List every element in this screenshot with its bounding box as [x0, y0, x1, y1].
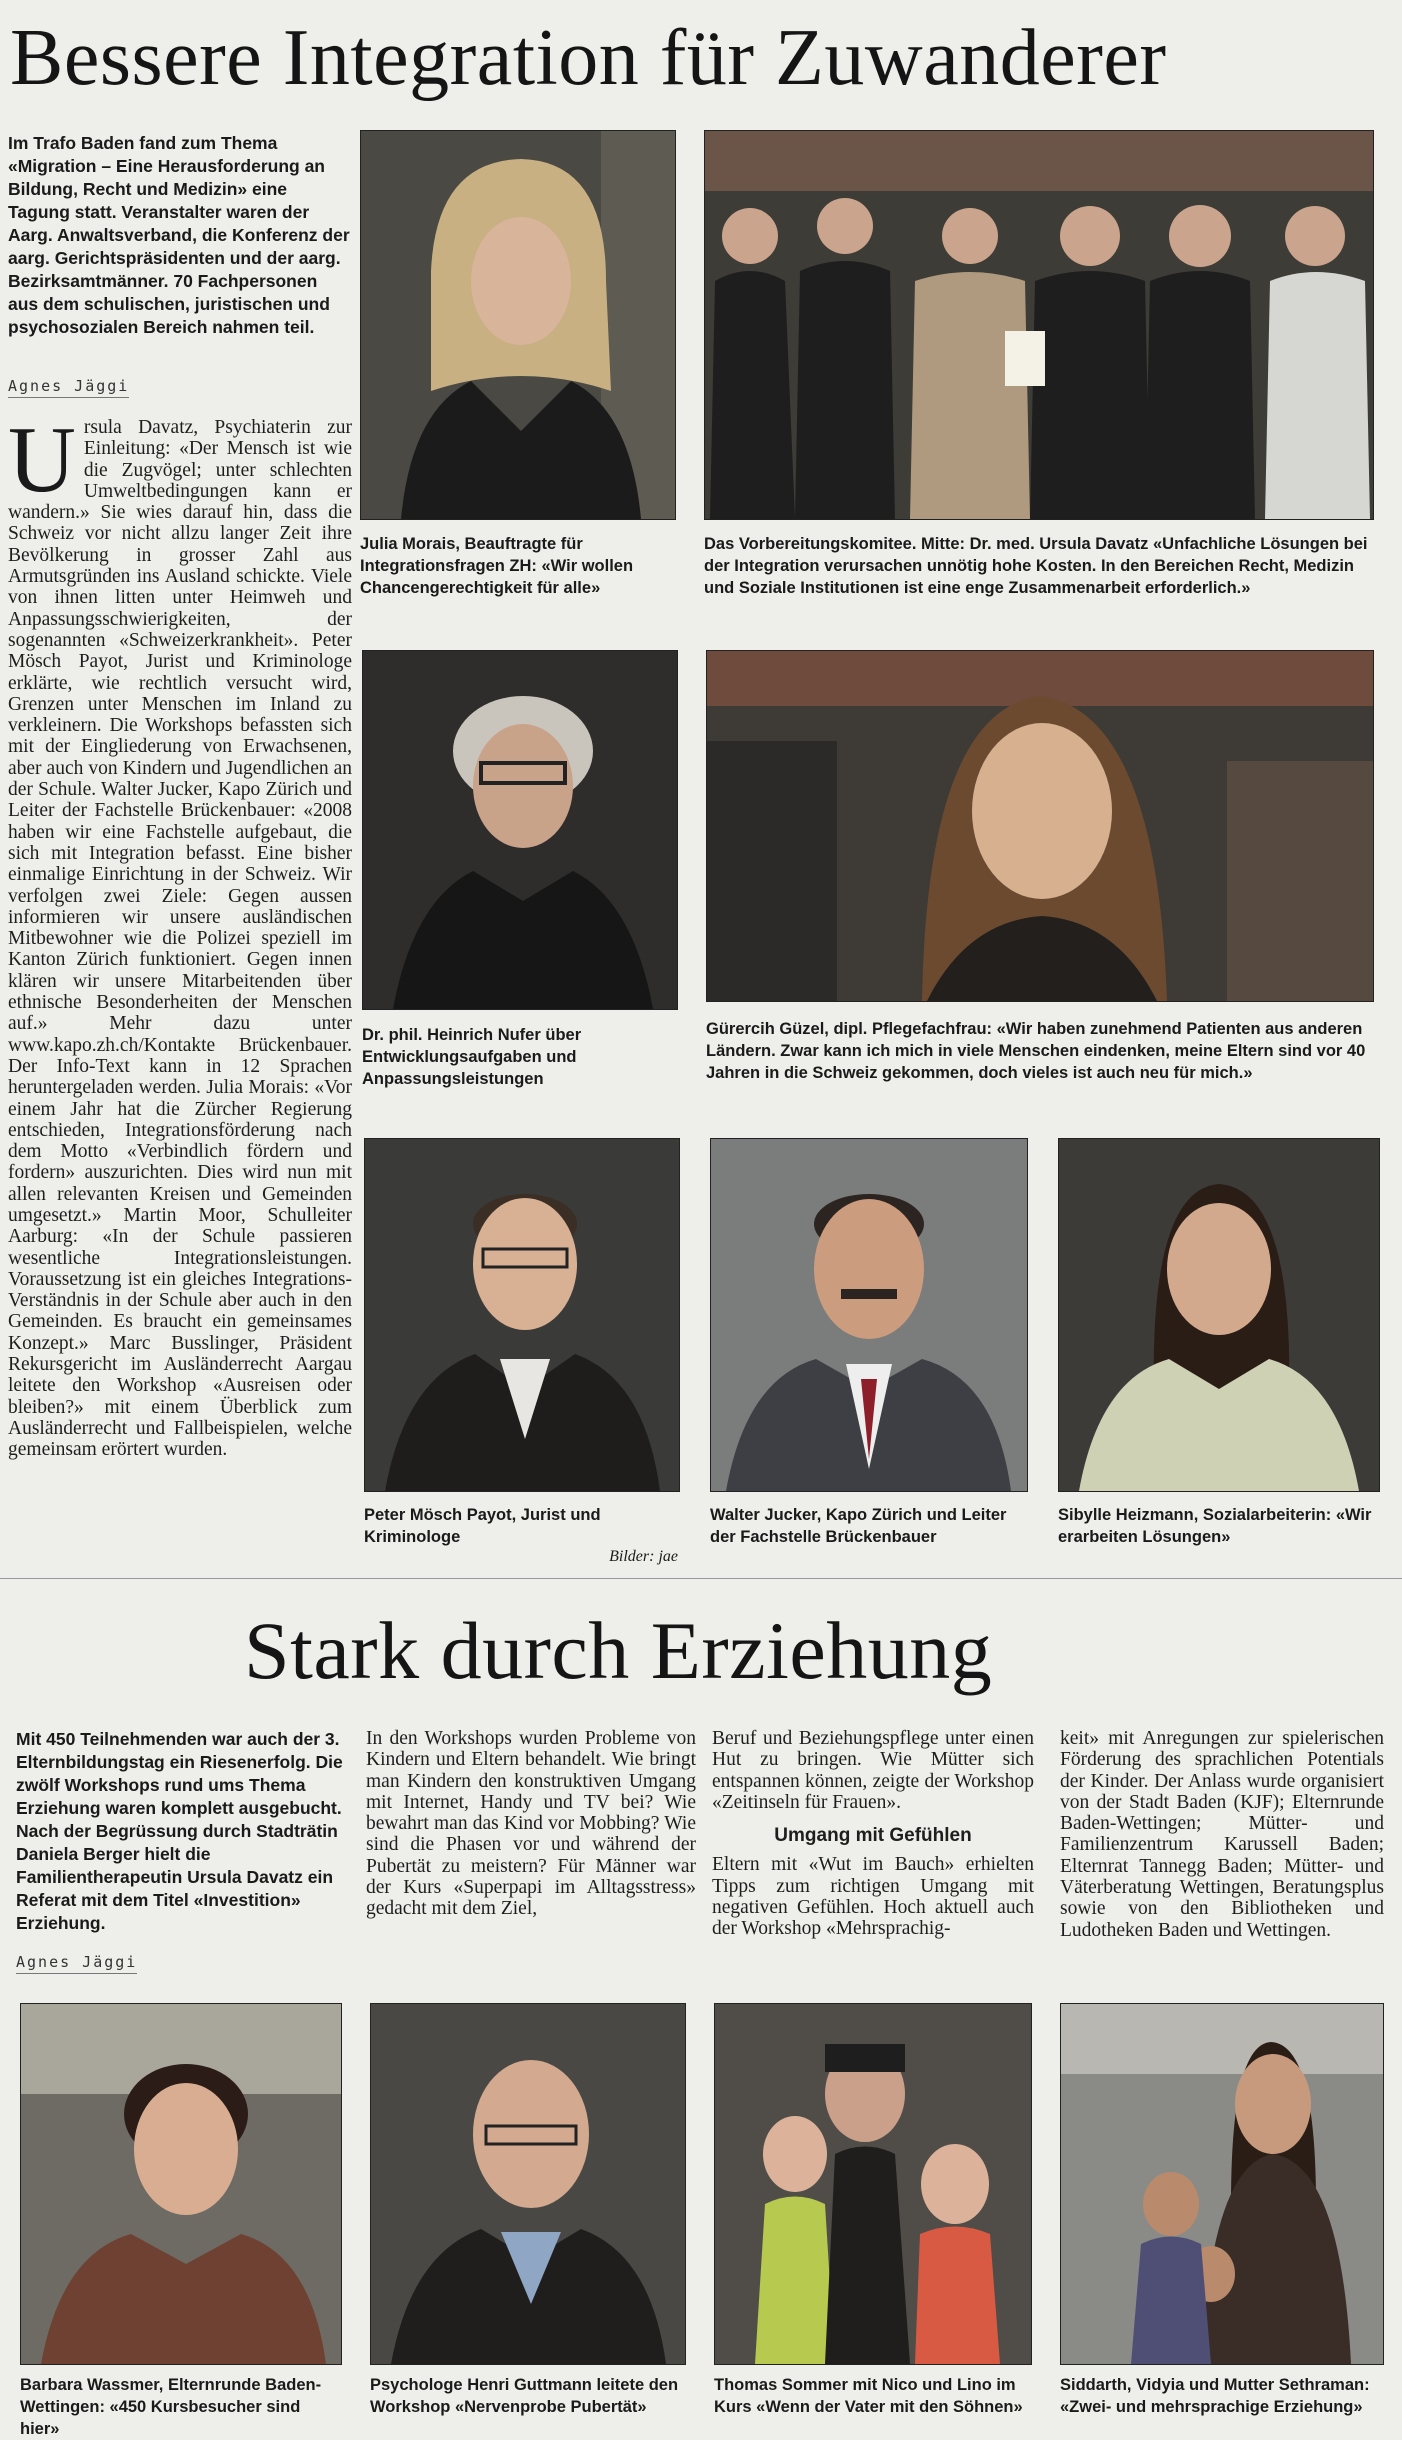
- lead-integration: Im Trafo Baden fand zum Thema «Migration – Eine Herausforderung an Bildung, Recht und Medizin» eine Tagung statt. Veranstalter waren der Aarg. Anwaltsverband, die Konferenz der aarg. Gerichtspräsidenten und der aarg. Bezirksamtmänner. 70 Fachpersonen aus dem schulischen, juristischen und psychosozialen Bereich nahmen teil.: [8, 133, 350, 337]
- body-integration: [8, 408, 352, 1461]
- portrait-woman-long-hair: [707, 651, 1373, 1001]
- photo-henri-guttmann: [370, 2003, 686, 2365]
- caption-text: Peter Mösch Payot, Jurist und Kriminologe: [364, 1506, 601, 1546]
- headline-erziehung: Stark durch Erziehung: [244, 1605, 993, 1696]
- caption-heinrich-nufer: Dr. phil. Heinrich Nufer über Entwicklungsaufgaben und Anpassungsleistungen: [362, 1026, 582, 1088]
- photo-father-with-sons: [715, 2004, 1031, 2364]
- photo-heinrich-nufer: [362, 650, 678, 1010]
- photo-julia-morais: [360, 130, 676, 520]
- author-name: Agnes Jäggi: [16, 1953, 137, 1974]
- caption-thomas-sommer: Thomas Sommer mit Nico und Lino im Kurs «Wenn der Vater mit den Söhnen»: [714, 2376, 1023, 2416]
- photo-walter-jucker: [710, 1138, 1028, 1492]
- dropcap: U: [8, 408, 76, 512]
- column-3-text-b: Eltern mit «Wut im Bauch» erhielten Tipps zum richtigen Umgang mit negativen Gefühlen. Hoch aktuell auch der Workshop «Mehrsprachig-: [712, 1854, 1034, 1940]
- caption-sibylle-heizmann: Sibylle Heizmann, Sozialarbeiterin: «Wir erarbeiten Lösungen»: [1058, 1506, 1372, 1546]
- photo-peter-moesch-payot: [364, 1138, 680, 1492]
- photo-mother-with-children: [1061, 2004, 1383, 2364]
- caption-komitee: Das Vorbereitungskomitee. Mitte: Dr. med. Ursula Davatz «Unfachliche Lösungen bei der Integration verursachen unnötig hohe Kosten. In den Bereichen Recht, Medizin und Soziale Institutionen ist eine enge Zusammenarbeit erforderlich.»: [704, 535, 1368, 597]
- group-photo-committee: [705, 131, 1373, 519]
- headline-integration: Bessere Integration für Zuwanderer: [10, 14, 1167, 102]
- caption-julia-morais: Julia Morais, Beauftragte für Integrationsfragen ZH: «Wir wollen Chancengerechtigkeit für alle»: [360, 535, 634, 597]
- lead-erziehung: Mit 450 Teilnehmenden war auch der 3. Elternbildungstag ein Riesenerfolg. Die zwölf Workshops rund ums Thema Erziehung waren komplett ausgebucht. Nach der Begrüssung durch Stadträtin Daniela Berger hielt die Familientherapeutin Ursula Davatz ein Referat mit dem Titel «Investition» Erziehung.: [16, 1729, 343, 1933]
- section-divider: [0, 1578, 1402, 1579]
- portrait-man-bald-glasses: [371, 2004, 685, 2364]
- byline-integration: [8, 376, 129, 398]
- byline-erziehung: [16, 1952, 137, 1974]
- caption-walter-jucker: Walter Jucker, Kapo Zürich und Leiter der Fachstelle Brückenbauer: [710, 1506, 1007, 1546]
- portrait-man-glasses: [365, 1139, 679, 1491]
- portrait-woman-blonde: [361, 131, 675, 519]
- caption-guezel: Gürercih Güzel, dipl. Pflegefachfrau: «Wir haben zunehmend Patienten aus anderen Ländern. Zwar kann ich mich in viele Menschen eindenken, meine Eltern sind vor 40 Jahren in die Schweiz gekommen, doch vieles ist auch neu für mich.»: [706, 1020, 1366, 1082]
- portrait-woman-dark-hair: [1059, 1139, 1379, 1491]
- portrait-woman-short-hair: [21, 2004, 341, 2364]
- column-3-text-a: Beruf und Beziehungspflege unter einen Hut zu bringen. Wie Mütter sich entspannen können, zeigte der Workshop «Zeitinseln für Frauen».: [712, 1728, 1034, 1813]
- erziehung-column-3: [712, 1728, 1034, 1940]
- body-text: rsula Davatz, Psychiaterin zur Einleitung: «Der Mensch ist wie die Zugvögel; unter schlechten Umweltbedingungen kann er wandern.» Sie wies darauf hin, dass die Schweiz vor nicht allzu langer Zeit ihre Bevölkerung in grosser Zahl aus Armutsgründen ins Ausland schickte. Viele von ihnen litten unter Heimweh und Anpassungsschwierigkeiten, der sogenannten «Schweizerkrankheit». Peter Mösch Payot, Jurist und Kriminologe erklärte, wie rechtlich versucht wird, Grenzen unter Menschen im Inland zu verkleinern. Die Workshops befassten sich mit der Eingliederung von Erwachsenen, aber auch von Kindern und Jugendlichen an der Schule. Walter Jucker, Kapo Zürich und Leiter der Fachstelle Brückenbauer: «2008 haben wir eine Fachstelle aufgebaut, die sich mit Integration befasst. Eine bisher einmalige Einrichtung in der Schweiz. Wir verfolgen zwei Ziele: Gegen aussen informieren wir unsere ausländischen Mitbewohner wie die Polizei speziell im Kanton Zürich funktioniert. Gegen innen klären wir unsere Mitarbeitenden über ethnische Besonderheiten der Menschen auf.» Mehr dazu unter www.kapo.zh.ch/Kontakte Brückenbauer. Der Info-Text kann in 12 Sprachen heruntergeladen werden. Julia Morais: «Vor einem Jahr hat die Zürcher Regierung entschieden, Integrationsförderung nach dem Motto «Verbindlich fördern und fordern» auszurichten. Dies wird nun mit allen relevanten Kreisen und Gemeinden umgesetzt.» Martin Moor, Schulleiter Aarburg: «In der Schule passieren wesentliche Integrationsleistungen. Voraussetzung ist ein gleiches Integrations-Verständnis in der Schule aber auch in den Gemeinden. Es braucht ein gemeinsames Konzept.» Marc Busslinger, Präsident Rekursgericht im Ausländerrecht Aargau leitete den Workshop «Ausreisen oder bleiben?» mit einem Überblick zum Ausländerrecht und Fallbeispielen, welche gemeinsam erörtert wurden.: [8, 417, 352, 1461]
- photo-guerercih-guezel: [706, 650, 1374, 1002]
- subheading-gefuehle: Umgang mit Gefühlen: [774, 1825, 972, 1847]
- photo-sethraman-family: [1060, 2003, 1384, 2365]
- erziehung-column-2: In den Workshops wurden Probleme von Kindern und Eltern behandelt. Wie bringt man Kindern den konstruktiven Umgang mit Internet, Handy und TV bei? Wie bewahrt man das Kind vor Mobbing? Wie sind die Phasen vor und während der Pubertät zu meistern? Für Männer war der Kurs «Superpapi im Alltagsstress» gedacht mit dem Ziel,: [366, 1728, 696, 1920]
- photo-credit: Bilder: jae: [609, 1548, 678, 1565]
- photo-vorbereitungskomitee: [704, 130, 1374, 520]
- caption-sethraman: Siddarth, Vidyia und Mutter Sethraman: «Zwei- und mehrsprachige Erziehung»: [1060, 2376, 1370, 2416]
- erziehung-column-4: keit» mit Anregungen zur spielerischen Förderung des sprachlichen Potentials der Kinder. Der Anlass wurde organisiert von der Stadt Baden (KJF); Elternrunde Baden-Wettingen; Mütter- und Familienzentrum Karussell Baden; Elternrat Tannegg Baden; Mütter- und Väterberatung Wettingen, Beratungsplus sowie von den Bibliotheken und Ludotheken Baden und Wettingen.: [1060, 1728, 1384, 1941]
- photo-sibylle-heizmann: [1058, 1138, 1380, 1492]
- photo-barbara-wassmer: [20, 2003, 342, 2365]
- photo-thomas-sommer: [714, 2003, 1032, 2365]
- caption-henri-guttmann: Psychologe Henri Guttmann leitete den Workshop «Nervenprobe Pubertät»: [370, 2376, 679, 2416]
- portrait-man-moustache: [711, 1139, 1027, 1491]
- caption-peter-moesch-payot: [364, 1504, 678, 1568]
- author-name: Agnes Jäggi: [8, 377, 129, 398]
- portrait-man-grey-hair: [363, 651, 677, 1009]
- caption-barbara-wassmer: Barbara Wassmer, Elternrunde Baden-Wettingen: «450 Kursbesucher sind hier»: [20, 2376, 322, 2438]
